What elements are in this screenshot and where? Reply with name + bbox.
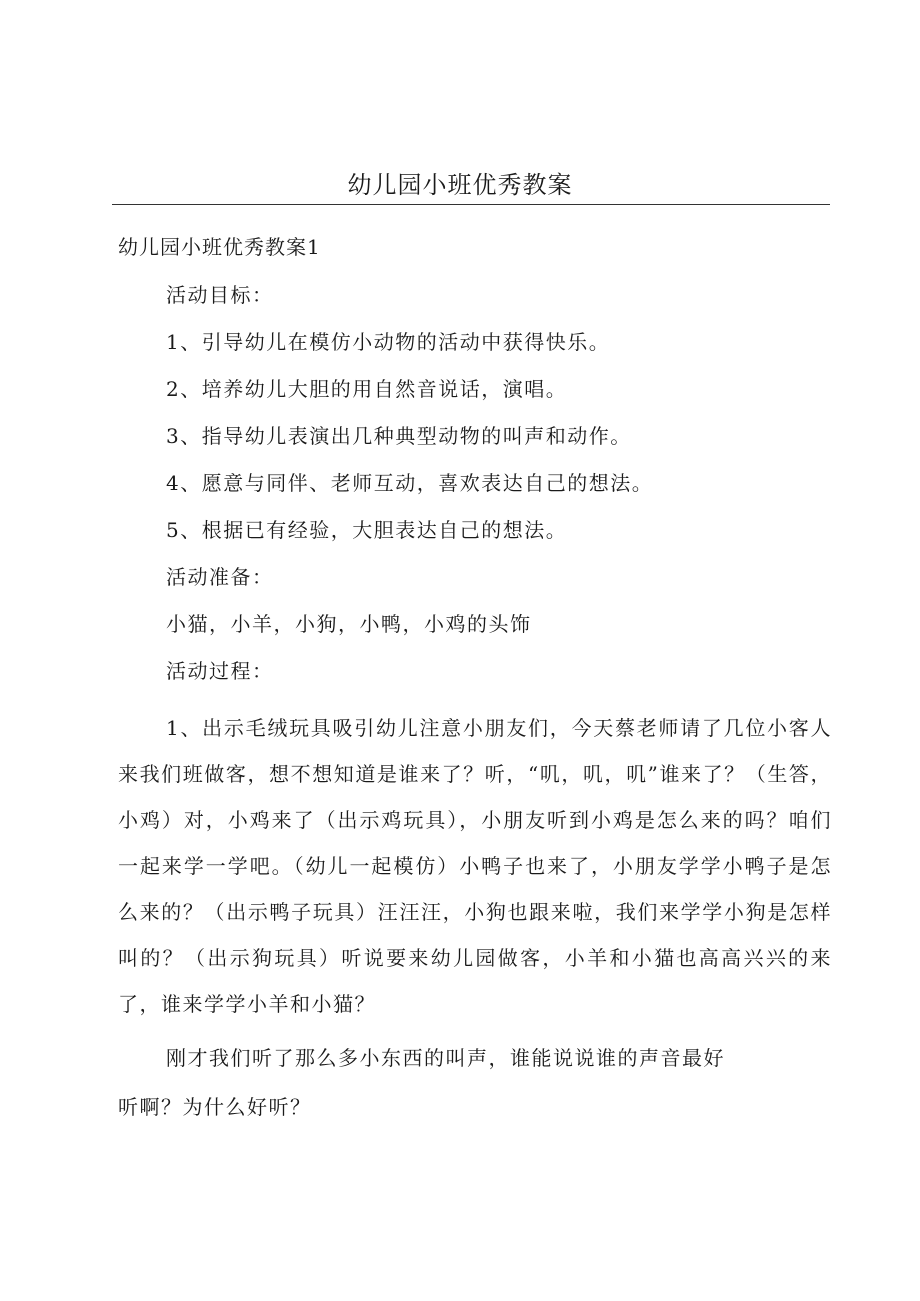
title-divider [112, 204, 830, 205]
goal-item: 3、指导幼儿表演出几种典型动物的叫声和动作。 [166, 424, 632, 448]
process-paragraph: 1、出示毛绒玩具吸引幼儿注意小朋友们，今天蔡老师请了几位小客人来我们班做客，想不想知道是谁来了？听，“叽，叽，叽”谁来了？（生答，小鸡）对，小鸡来了（出示鸡玩具），小朋友听到小鸡是怎么来的吗？咱们一起来学一学吧。（幼儿一起模仿）小鸭子也来了，小朋友学学小鸭子是怎么来的？（出示鸭子玩具）汪汪汪，小狗也跟来啦，我们来学学小狗是怎样叫的？（出示狗玩具）听说要来幼儿园做客，小羊和小猫也高高兴兴的来了，谁来学学小羊和小猫？ [118, 716, 832, 1016]
goals-heading: 活动目标： [166, 283, 274, 307]
goal-item: 2、培养幼儿大胆的用自然音说话，演唱。 [166, 377, 568, 401]
section-title: 幼儿园小班优秀教案1 [118, 235, 321, 259]
prep-heading: 活动准备： [166, 565, 274, 589]
process-heading: 活动过程： [166, 659, 274, 683]
document-title: 幼儿园小班优秀教案 [347, 171, 573, 199]
goal-item: 1、引导幼儿在模仿小动物的活动中获得快乐。 [166, 330, 611, 354]
goal-item: 5、根据已有经验，大胆表达自己的想法。 [166, 518, 568, 542]
goal-item: 4、愿意与同伴、老师互动，喜欢表达自己的想法。 [166, 471, 654, 495]
closing-line: 听啊？为什么好听？ [118, 1095, 312, 1119]
prep-text: 小猫，小羊，小狗，小鸭，小鸡的头饰 [166, 612, 532, 636]
closing-line: 刚才我们听了那么多小东西的叫声，谁能说说谁的声音最好 [166, 1046, 725, 1070]
